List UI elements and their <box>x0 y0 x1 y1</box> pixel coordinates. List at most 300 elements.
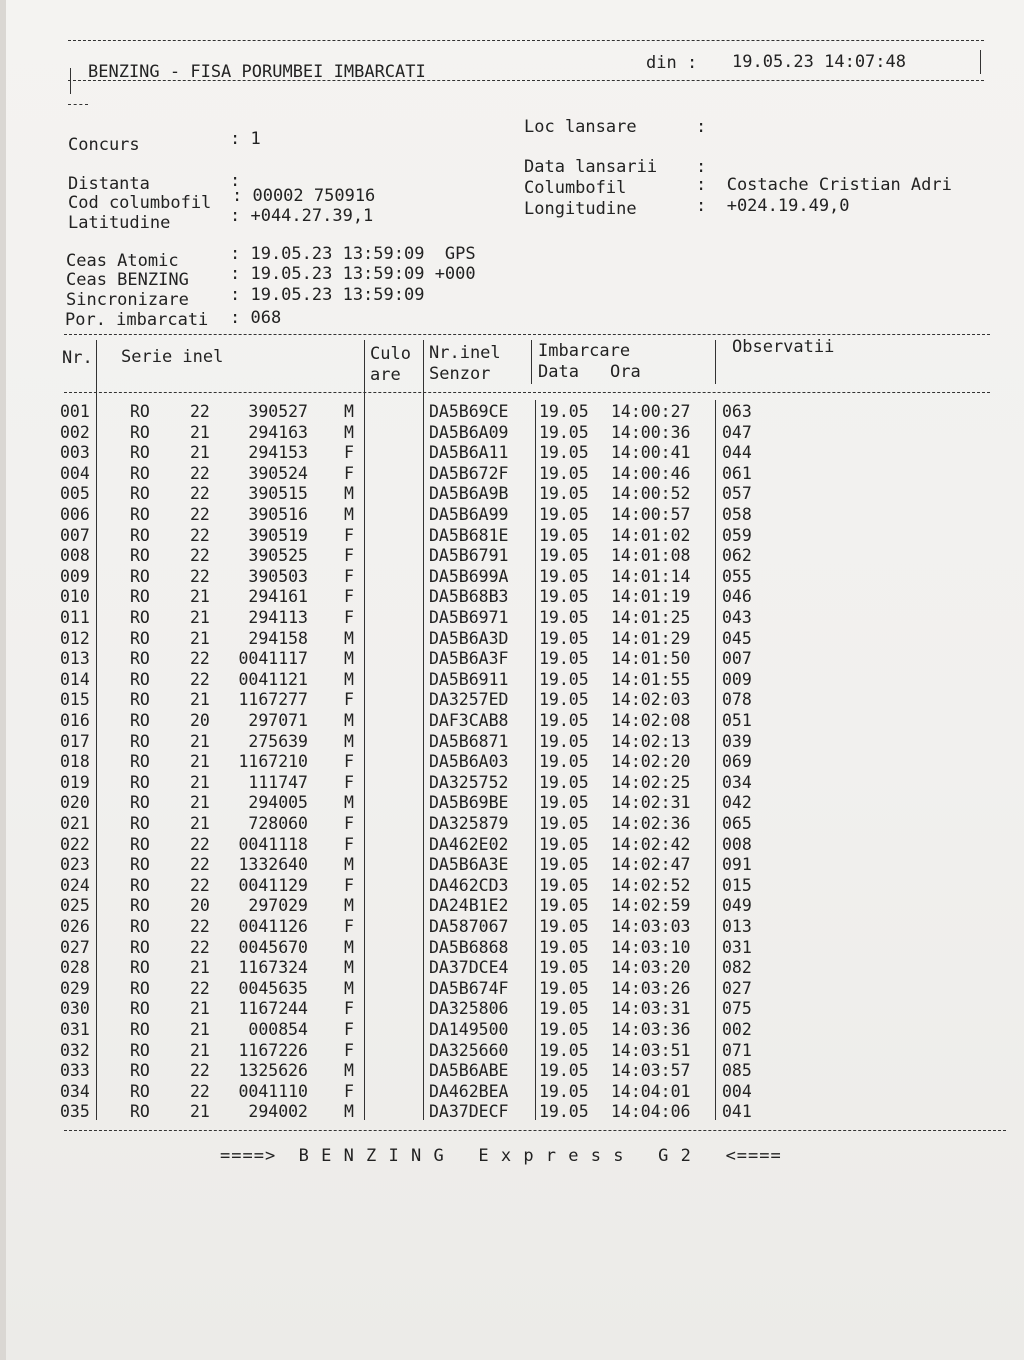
cell-observatii: 008 <box>722 834 752 854</box>
table-row <box>6 546 966 567</box>
table-row <box>6 423 966 444</box>
cell-sex: F <box>344 690 354 710</box>
print-date-value: 19.05.23 14:07:48 <box>732 52 906 72</box>
cell-inel: 297029 <box>248 896 308 916</box>
info-label-data-lansarii: Data lansarii <box>524 157 658 177</box>
cell-data: 19.05 <box>539 793 589 813</box>
table-row <box>6 835 966 856</box>
cell-inel: 000854 <box>248 1020 308 1039</box>
table-row <box>6 1020 966 1041</box>
cell-inel: 390527 <box>248 402 308 421</box>
cell-observatii: 085 <box>722 1061 752 1081</box>
cell-tara: RO <box>130 896 150 916</box>
cell-inel: 390524 <box>248 463 308 483</box>
cell-data: 19.05 <box>539 463 589 483</box>
cell-tara: RO <box>130 628 150 648</box>
cell-tara: RO <box>130 937 150 957</box>
cell-data: 19.05 <box>539 1102 589 1122</box>
cell-tara: RO <box>130 875 150 895</box>
cell-tara: RO <box>130 690 150 710</box>
cell-observatii: 009 <box>722 669 752 689</box>
table-bottom-border <box>64 1130 1006 1131</box>
table-row <box>6 979 966 1000</box>
cell-data: 19.05 <box>539 937 589 957</box>
cell-nr: 009 <box>60 566 90 586</box>
cell-ora: 14:02:31 <box>611 793 691 813</box>
cell-data: 19.05 <box>539 814 589 833</box>
cell-tara: RO <box>130 1061 150 1081</box>
cell-sex: F <box>344 834 354 854</box>
cell-data: 19.05 <box>539 505 589 524</box>
table-row <box>6 690 966 711</box>
cell-ora: 14:04:01 <box>611 1081 691 1101</box>
cell-observatii: 039 <box>722 731 752 751</box>
cell-nr: 032 <box>60 1040 90 1060</box>
cell-tara: RO <box>130 834 150 854</box>
cell-ora: 14:02:20 <box>611 752 691 772</box>
cell-sex: F <box>344 772 354 792</box>
cell-senzor: DA5B6911 <box>429 669 509 689</box>
cell-ora: 14:01:29 <box>611 628 691 648</box>
cell-ora: 14:00:41 <box>611 443 691 463</box>
cell-sex: M <box>344 649 354 669</box>
cell-observatii: 061 <box>722 463 752 483</box>
cell-sex: M <box>344 793 354 813</box>
cell-nr: 016 <box>60 711 90 730</box>
cell-an: 22 <box>190 463 210 483</box>
cell-senzor: DA37DCE4 <box>429 958 509 978</box>
table-row <box>6 402 966 423</box>
cell-senzor: DA5B6A3E <box>429 855 509 875</box>
cell-data: 19.05 <box>539 772 589 792</box>
cell-nr: 004 <box>60 463 90 483</box>
cell-data: 19.05 <box>539 422 589 442</box>
cell-ora: 14:02:13 <box>611 731 691 751</box>
cell-data: 19.05 <box>539 1081 589 1101</box>
cell-an: 22 <box>190 649 210 669</box>
cell-nr: 030 <box>60 999 90 1019</box>
cell-tara: RO <box>130 1020 150 1039</box>
cell-ora: 14:03:57 <box>611 1061 691 1081</box>
cell-tara: RO <box>130 566 150 586</box>
table-row <box>6 855 966 876</box>
cell-data: 19.05 <box>539 731 589 751</box>
cell-senzor: DA5B6A3D <box>429 628 509 648</box>
cell-tara: RO <box>130 814 150 833</box>
cell-senzor: DA325879 <box>429 814 509 833</box>
cell-an: 21 <box>190 752 210 772</box>
table-row <box>6 896 966 917</box>
cell-observatii: 063 <box>722 402 752 421</box>
cell-tara: RO <box>130 731 150 751</box>
table-row <box>6 732 966 753</box>
cell-nr: 014 <box>60 669 90 689</box>
cell-data: 19.05 <box>539 669 589 689</box>
cell-nr: 017 <box>60 731 90 751</box>
cell-inel: 294153 <box>248 443 308 463</box>
col-header-culoare-2: are <box>370 365 401 385</box>
cell-nr: 025 <box>60 896 90 916</box>
cell-sex: F <box>344 814 354 833</box>
table-row <box>6 917 966 938</box>
cell-observatii: 071 <box>722 1040 752 1060</box>
cell-data: 19.05 <box>539 917 589 936</box>
cell-ora: 14:02:03 <box>611 690 691 710</box>
cell-data: 19.05 <box>539 855 589 875</box>
table-row <box>6 958 966 979</box>
cell-senzor: DA325660 <box>429 1040 509 1060</box>
cell-inel: 1167324 <box>238 958 308 978</box>
cell-observatii: 043 <box>722 608 752 627</box>
cell-tara: RO <box>130 463 150 483</box>
cell-observatii: 046 <box>722 587 752 607</box>
cell-sex: M <box>344 505 354 524</box>
cell-tara: RO <box>130 443 150 463</box>
cell-nr: 010 <box>60 587 90 607</box>
cell-tara: RO <box>130 587 150 607</box>
cell-inel: 390519 <box>248 525 308 545</box>
col-header-nrinel-1: Nr.inel <box>429 343 501 363</box>
cell-observatii: 015 <box>722 875 752 895</box>
cell-inel: 0041126 <box>238 917 308 936</box>
cell-sex: F <box>344 1020 354 1039</box>
cell-data: 19.05 <box>539 402 589 421</box>
cell-nr: 035 <box>60 1102 90 1122</box>
cell-senzor: DA325752 <box>429 772 509 792</box>
cell-an: 22 <box>190 937 210 957</box>
cell-nr: 013 <box>60 649 90 669</box>
table-row <box>6 1041 966 1062</box>
cell-an: 22 <box>190 978 210 998</box>
cell-observatii: 058 <box>722 505 752 524</box>
cell-observatii: 007 <box>722 649 752 669</box>
cell-ora: 14:01:02 <box>611 525 691 545</box>
cell-tara: RO <box>130 978 150 998</box>
cell-sex: F <box>344 1081 354 1101</box>
cell-observatii: 042 <box>722 793 752 813</box>
cell-data: 19.05 <box>539 752 589 772</box>
cell-observatii: 002 <box>722 1020 752 1039</box>
cell-tara: RO <box>130 505 150 524</box>
cell-nr: 027 <box>60 937 90 957</box>
cell-inel: 1167244 <box>238 999 308 1019</box>
cell-sex: F <box>344 999 354 1019</box>
table-row <box>6 464 966 485</box>
cell-senzor: DA5B6A03 <box>429 752 509 772</box>
cell-inel: 390515 <box>248 484 308 504</box>
cell-senzor: DA5B699A <box>429 566 509 586</box>
cell-observatii: 057 <box>722 484 752 504</box>
cell-ora: 14:01:55 <box>611 669 691 689</box>
info-value-latitudine: : +044.27.39,1 <box>230 206 374 226</box>
cell-observatii: 062 <box>722 546 752 566</box>
cell-nr: 003 <box>60 443 90 463</box>
table-row <box>6 1102 966 1123</box>
cell-inel: 0045670 <box>238 937 308 957</box>
cell-an: 21 <box>190 587 210 607</box>
cell-nr: 011 <box>60 608 90 627</box>
col-header-nr: Nr. <box>62 348 93 368</box>
info-value-sincronizare: : 19.05.23 13:59:09 <box>230 285 425 305</box>
table-row <box>6 443 966 464</box>
cell-tara: RO <box>130 1102 150 1122</box>
cell-data: 19.05 <box>539 566 589 586</box>
cell-sex: M <box>344 855 354 875</box>
cell-ora: 14:03:26 <box>611 978 691 998</box>
cell-data: 19.05 <box>539 875 589 895</box>
cell-ora: 14:01:19 <box>611 587 691 607</box>
info-label-concurs: Concurs <box>68 135 140 155</box>
table-row <box>6 526 966 547</box>
cell-observatii: 027 <box>722 978 752 998</box>
cell-inel: 1332640 <box>238 855 308 875</box>
cell-data: 19.05 <box>539 649 589 669</box>
table-row <box>6 608 966 629</box>
cell-data: 19.05 <box>539 1061 589 1081</box>
col-header-nrinel-2: Senzor <box>429 364 491 384</box>
cell-inel: 1167226 <box>238 1040 308 1060</box>
cell-sex: M <box>344 628 354 648</box>
cell-sex: M <box>344 937 354 957</box>
cell-an: 21 <box>190 731 210 751</box>
cell-an: 21 <box>190 814 210 833</box>
cell-ora: 14:00:36 <box>611 422 691 442</box>
table-top-border <box>64 334 990 335</box>
cell-senzor: DA5B69CE <box>429 402 509 421</box>
cell-senzor: DA5B68B3 <box>429 587 509 607</box>
info-value-concurs: : 1 <box>230 129 261 149</box>
cell-nr: 015 <box>60 690 90 710</box>
cell-senzor: DA5B6971 <box>429 608 509 627</box>
cell-an: 22 <box>190 525 210 545</box>
cell-data: 19.05 <box>539 896 589 916</box>
cell-tara: RO <box>130 772 150 792</box>
cell-observatii: 091 <box>722 855 752 875</box>
cell-data: 19.05 <box>539 1040 589 1060</box>
cell-an: 22 <box>190 505 210 524</box>
info-label-ceas-atomic: Ceas Atomic <box>66 251 179 271</box>
cell-nr: 007 <box>60 525 90 545</box>
info-value-columbofil: : Costache Cristian Adri <box>696 175 952 195</box>
cell-observatii: 041 <box>722 1102 752 1122</box>
col-separator-senzor-head <box>531 340 532 384</box>
cell-ora: 14:02:42 <box>611 834 691 854</box>
cell-sex: F <box>344 525 354 545</box>
cell-tara: RO <box>130 793 150 813</box>
cell-an: 22 <box>190 566 210 586</box>
cell-senzor: DA5B6791 <box>429 546 509 566</box>
cell-observatii: 069 <box>722 752 752 772</box>
cell-senzor: DA5B672F <box>429 463 509 483</box>
cell-sex: M <box>344 731 354 751</box>
cell-tara: RO <box>130 855 150 875</box>
cell-an: 21 <box>190 772 210 792</box>
cell-inel: 297071 <box>248 711 308 730</box>
cell-ora: 14:02:52 <box>611 875 691 895</box>
cell-ora: 14:00:46 <box>611 463 691 483</box>
col-separator-ora-head <box>715 340 716 384</box>
table-row <box>6 567 966 588</box>
cell-inel: 294158 <box>248 628 308 648</box>
cell-senzor: DA462BEA <box>429 1081 509 1101</box>
cell-an: 21 <box>190 1102 210 1122</box>
cell-inel: 0041121 <box>238 669 308 689</box>
cell-nr: 021 <box>60 814 90 833</box>
cell-an: 21 <box>190 690 210 710</box>
info-value-data-lansarii: : <box>696 157 707 177</box>
cell-data: 19.05 <box>539 484 589 504</box>
cell-senzor: DA5B6871 <box>429 731 509 751</box>
cell-an: 21 <box>190 958 210 978</box>
cell-inel: 1167210 <box>238 752 308 772</box>
cell-data: 19.05 <box>539 443 589 463</box>
info-label-por-imbarcati: Por. imbarcati <box>65 310 209 330</box>
cell-sex: F <box>344 566 354 586</box>
cell-data: 19.05 <box>539 628 589 648</box>
cell-ora: 14:03:36 <box>611 1020 691 1039</box>
col-header-data: Data <box>538 362 579 382</box>
cell-ora: 14:03:03 <box>611 917 691 936</box>
cell-nr: 012 <box>60 628 90 648</box>
cell-an: 22 <box>190 1061 210 1081</box>
cell-inel: 1167277 <box>238 690 308 710</box>
header-top-border <box>68 40 984 41</box>
cell-sex: M <box>344 1102 354 1122</box>
cell-ora: 14:00:57 <box>611 505 691 524</box>
info-label-latitudine: Latitudine <box>68 213 171 233</box>
cell-an: 21 <box>190 443 210 463</box>
info-label-sincronizare: Sincronizare <box>66 290 189 310</box>
info-label-columbofil: Columbofil <box>524 178 627 198</box>
header-lower-tick <box>68 104 88 105</box>
table-row <box>6 773 966 794</box>
cell-senzor: DA3257ED <box>429 690 509 710</box>
cell-senzor: DA5B6A3F <box>429 649 509 669</box>
cell-ora: 14:03:31 <box>611 999 691 1019</box>
cell-tara: RO <box>130 917 150 936</box>
cell-sex: F <box>344 608 354 627</box>
cell-an: 21 <box>190 1040 210 1060</box>
cell-senzor: DA5B6A09 <box>429 422 509 442</box>
cell-inel: 0041129 <box>238 875 308 895</box>
cell-ora: 14:03:20 <box>611 958 691 978</box>
cell-inel: 0041110 <box>238 1081 308 1101</box>
cell-nr: 034 <box>60 1081 90 1101</box>
info-value-longitudine: : +024.19.49,0 <box>696 196 850 216</box>
table-row <box>6 1061 966 1082</box>
cell-sex: F <box>344 587 354 607</box>
cell-sex: F <box>344 917 354 936</box>
cell-sex: M <box>344 422 354 442</box>
cell-sex: F <box>344 1040 354 1060</box>
cell-observatii: 031 <box>722 937 752 957</box>
cell-tara: RO <box>130 958 150 978</box>
cell-tara: RO <box>130 649 150 669</box>
cell-senzor: DA5B69BE <box>429 793 509 813</box>
cell-observatii: 055 <box>722 566 752 586</box>
cell-nr: 023 <box>60 855 90 875</box>
printout-sheet <box>6 0 1024 1360</box>
cell-nr: 020 <box>60 793 90 813</box>
cell-senzor: DA5B681E <box>429 525 509 545</box>
cell-senzor: DA587067 <box>429 917 509 936</box>
cell-ora: 14:02:25 <box>611 772 691 792</box>
cell-sex: F <box>344 752 354 772</box>
cell-sex: M <box>344 402 354 421</box>
cell-an: 21 <box>190 608 210 627</box>
cell-senzor: DA462CD3 <box>429 875 509 895</box>
cell-senzor: DA5B6868 <box>429 937 509 957</box>
table-row <box>6 484 966 505</box>
cell-nr: 022 <box>60 834 90 854</box>
cell-ora: 14:03:51 <box>611 1040 691 1060</box>
cell-observatii: 004 <box>722 1081 752 1101</box>
cell-nr: 006 <box>60 505 90 524</box>
cell-inel: 275639 <box>248 731 308 751</box>
table-row <box>6 587 966 608</box>
cell-sex: F <box>344 443 354 463</box>
cell-observatii: 049 <box>722 896 752 916</box>
table-row <box>6 752 966 773</box>
cell-tara: RO <box>130 402 150 421</box>
info-label-cod-columbofil: Cod columbofil <box>68 193 212 213</box>
cell-ora: 14:02:36 <box>611 814 691 833</box>
cell-tara: RO <box>130 484 150 504</box>
cell-data: 19.05 <box>539 999 589 1019</box>
cell-observatii: 051 <box>722 711 752 730</box>
cell-tara: RO <box>130 608 150 627</box>
cell-ora: 14:00:27 <box>611 402 691 421</box>
col-header-serie-inel: Serie inel <box>121 347 224 367</box>
cell-senzor: DA325806 <box>429 999 509 1019</box>
table-row <box>6 793 966 814</box>
cell-an: 22 <box>190 1081 210 1101</box>
cell-inel: 390503 <box>248 566 308 586</box>
cell-nr: 005 <box>60 484 90 504</box>
info-value-ceas-benzing: : 19.05.23 13:59:09 +000 <box>230 264 476 284</box>
cell-an: 20 <box>190 711 210 730</box>
cell-an: 22 <box>190 834 210 854</box>
cell-tara: RO <box>130 752 150 772</box>
print-date-label: din : <box>646 53 698 73</box>
cell-nr: 033 <box>60 1061 90 1081</box>
cell-an: 22 <box>190 546 210 566</box>
cell-ora: 14:02:08 <box>611 711 691 730</box>
cell-an: 21 <box>190 999 210 1019</box>
header-right-border <box>980 50 981 74</box>
cell-nr: 024 <box>60 875 90 895</box>
cell-ora: 14:01:50 <box>611 649 691 669</box>
cell-nr: 031 <box>60 1020 90 1039</box>
cell-sex: M <box>344 896 354 916</box>
info-value-distanta: : <box>230 171 241 191</box>
col-header-observatii: Observatii <box>732 337 835 357</box>
cell-data: 19.05 <box>539 546 589 566</box>
info-value-cod-columbofil: : 00002 750916 <box>232 186 376 206</box>
cell-an: 21 <box>190 422 210 442</box>
cell-an: 22 <box>190 875 210 895</box>
cell-senzor: DA149500 <box>429 1020 509 1039</box>
cell-nr: 008 <box>60 546 90 566</box>
cell-inel: 390516 <box>248 505 308 524</box>
cell-data: 19.05 <box>539 978 589 998</box>
cell-tara: RO <box>130 669 150 689</box>
cell-ora: 14:01:08 <box>611 546 691 566</box>
cell-sex: M <box>344 978 354 998</box>
col-header-culoare-1: Culo <box>370 344 411 364</box>
info-value-por-imbarcati: : 068 <box>230 308 282 328</box>
table-row <box>6 938 966 959</box>
